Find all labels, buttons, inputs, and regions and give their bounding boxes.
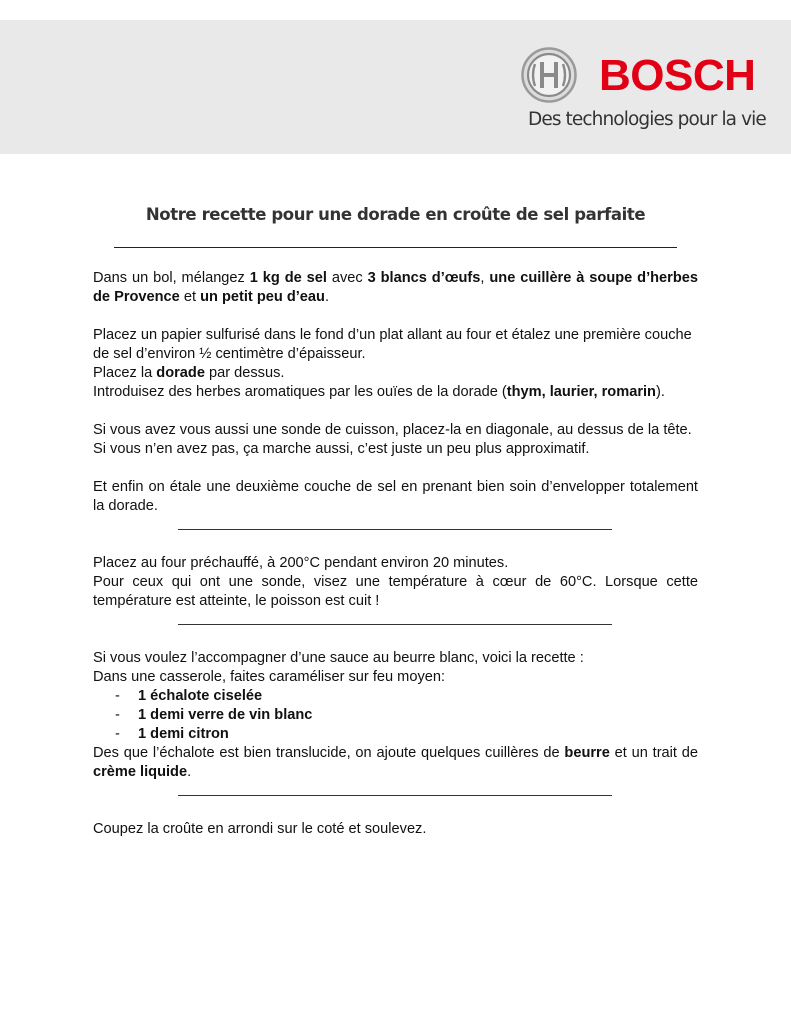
- ingredient-dorade: dorade: [156, 365, 205, 381]
- paragraph-no-probe: Si vous n’en avez pas, ça marche aussi, c’est juste un peu plus approximatif.: [93, 441, 590, 457]
- ingredient-water: un petit peu d’eau: [200, 289, 325, 305]
- ingredient-herbs: une cuillère à soupe d’herbes de Provence: [93, 270, 699, 305]
- paragraph-place-fish: [93, 364, 698, 383]
- text: ,: [480, 270, 490, 286]
- text: Introduisez des herbes aromatiques par les ouïes de la dorade (: [93, 384, 507, 400]
- list-bullet: -: [115, 688, 120, 704]
- spacer: [93, 459, 698, 478]
- ingredient-salt: 1 kg de sel: [249, 270, 327, 286]
- section-separator: [93, 516, 698, 535]
- section-separator: [93, 782, 698, 801]
- text: avec: [326, 270, 368, 286]
- title-underline: [114, 247, 677, 248]
- spacer: [93, 630, 698, 649]
- text: ).: [655, 384, 665, 400]
- ingredient-butter: beurre: [564, 745, 610, 761]
- text: et: [179, 289, 201, 305]
- recipe-body: [93, 269, 698, 839]
- list-item: [93, 687, 698, 706]
- text: .: [324, 289, 329, 305]
- list-item: [93, 725, 698, 744]
- list-item-text: 1 échalote ciselée: [138, 688, 263, 704]
- header-band: [0, 20, 791, 154]
- text: Placez la: [93, 365, 157, 381]
- bosch-armature-logo-icon: [521, 47, 577, 103]
- paragraph-temperature: Pour ceux qui ont une sonde, visez une température à cœur de 60°C. Lorsque cette température est atteinte, le poisson est cuit !: [93, 574, 698, 609]
- section-separator: [93, 611, 698, 630]
- paragraph-butter: [93, 744, 698, 782]
- spacer: [93, 402, 698, 421]
- spacer: [93, 801, 698, 820]
- text: par dessus.: [204, 365, 285, 381]
- spacer: [93, 535, 698, 554]
- paragraph-sauce-step: Dans une casserole, faites caraméliser sur feu moyen:: [93, 669, 446, 685]
- text: et un trait de: [609, 745, 698, 761]
- paragraph-layer-one: Placez un papier sulfurisé dans le fond d’un plat allant au four et étalez une première couche de sel d’environ ½ centimètre d’épaisseur.: [93, 327, 692, 362]
- ingredient-egg-whites: 3 blancs d’œufs: [367, 270, 481, 286]
- paragraph-herbs: [93, 383, 698, 402]
- paragraph-sauce-intro: Si vous voulez l’accompagner d’une sauce au beurre blanc, voici la recette :: [93, 650, 584, 666]
- paragraph-probe: Si vous avez vous aussi une sonde de cuisson, placez-la en diagonale, au dessus de la tête.: [93, 422, 692, 438]
- list-bullet: -: [115, 726, 120, 742]
- sauce-ingredient-list: [93, 687, 698, 744]
- paragraph-serve: Coupez la croûte en arrondi sur le coté et soulevez.: [93, 821, 427, 837]
- text: Dans un bol, mélangez: [93, 270, 250, 286]
- list-item-text: 1 demi citron: [138, 726, 229, 742]
- ingredient-aromatics: thym, laurier, romarin: [506, 384, 656, 400]
- list-item-text: 1 demi verre de vin blanc: [138, 707, 313, 723]
- paragraph-ingredients: [93, 269, 698, 307]
- spacer: [93, 307, 698, 326]
- page-title: Notre recette pour une dorade en croûte de sel parfaite: [145, 205, 646, 224]
- text: .: [187, 764, 192, 780]
- paragraph-oven: Placez au four préchauffé, à 200°C pendant environ 20 minutes.: [93, 555, 509, 571]
- brand-logo-text: BOSCH: [599, 51, 756, 100]
- text: Des que l’échalote est bien translucide, on ajoute quelques cuillères de: [93, 745, 565, 761]
- brand-tagline: Des technologies pour la vie: [528, 109, 766, 130]
- ingredient-cream: crème liquide: [93, 764, 188, 780]
- list-item: [93, 706, 698, 725]
- paragraph-layer-two: Et enfin on étale une deuxième couche de sel en prenant bien soin d’envelopper totalement la dorade.: [93, 479, 698, 514]
- list-bullet: -: [115, 707, 120, 723]
